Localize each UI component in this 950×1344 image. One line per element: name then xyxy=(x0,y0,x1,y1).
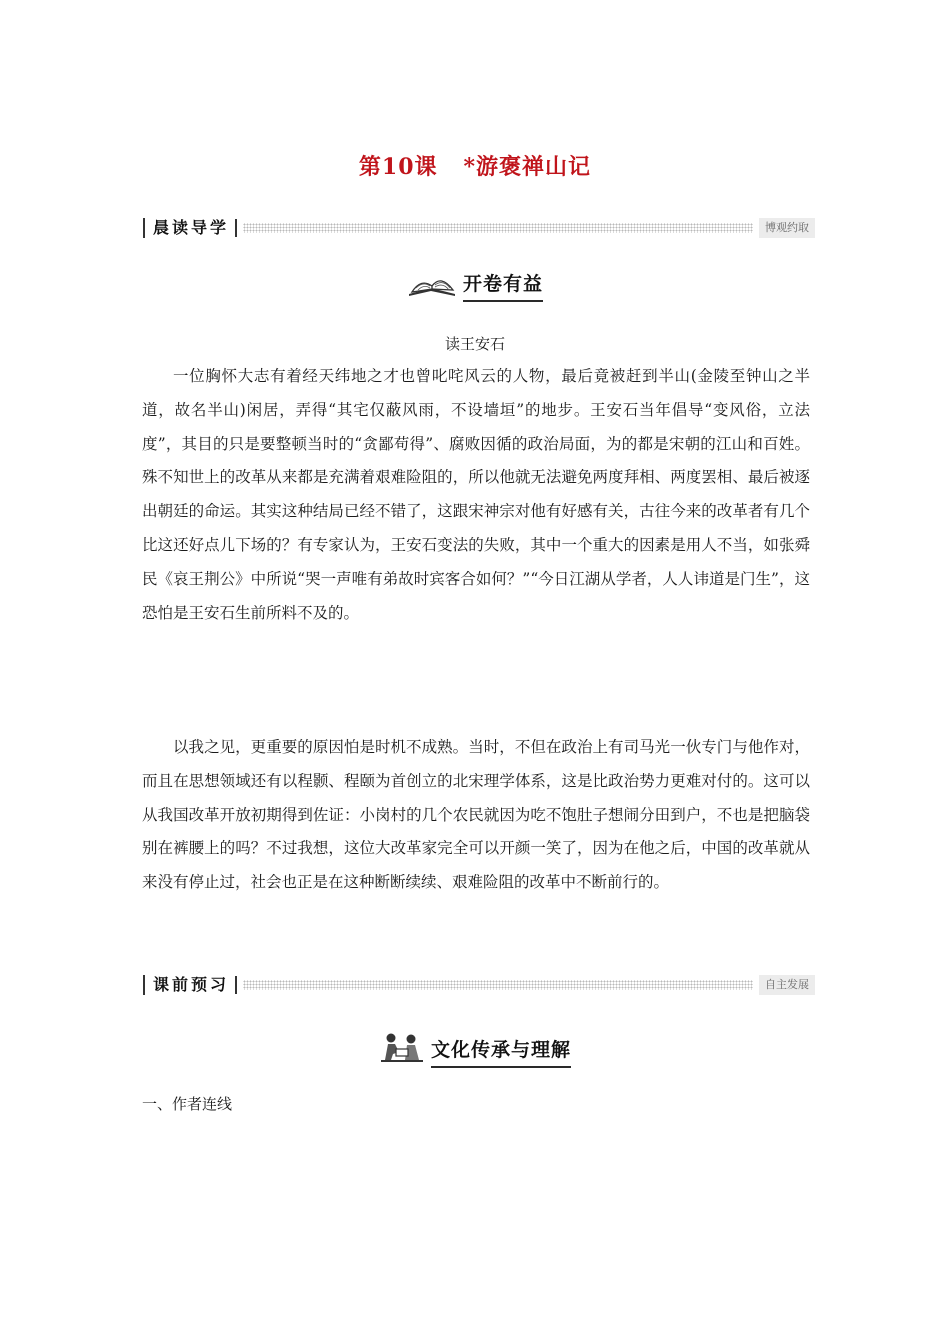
lesson-name: *游褒禅山记 xyxy=(463,154,592,180)
heading-culture xyxy=(0,1030,950,1068)
morning-reading-bar xyxy=(143,218,815,238)
preview-tag: 课前预习 xyxy=(143,975,229,995)
reading-figures-icon xyxy=(379,1030,425,1068)
article-paragraph-1: 一位胸怀大志有着经天纬地之才也曾叱咤风云的人物，最后竟被赶到半山(金陵至钟山之半道，故名半山)闲居，弄得“其宅仅蔽风雨，不设墙垣”的地步。王安石当年倡导“变风俗，立法度”，其目的只是要整顿当时的“贪鄙苟得”、腐败因循的政治局面，为的都是宋朝的江山和百姓。殊不知世上的改革从来都是充满着艰难险阻的，所以他就无法避免两度拜相、两度罢相、最后被逐出朝廷的命运。其实这种结局已经不错了，这跟宋神宗对他有好感有关，古往今来的改革者有几个比这还好点儿下场的？有专家认为，王安石变法的失败，其中一个重大的因素是用人不当，如张舜民《哀王荆公》中所说“哭一声唯有弟故时宾客合如何？”“今日江湖从学者，人人讳道是门生”，这恐怕是王安石生前所料不及的。 xyxy=(142,367,810,622)
morning-reading-subtitle: 博观约取 xyxy=(759,218,815,238)
heading-open-book-text: 开卷有益 xyxy=(463,269,543,302)
section-author-link: 一、作者连线 xyxy=(142,1095,233,1113)
preview-bar xyxy=(143,975,815,995)
article-paragraph-2: 以我之见，更重要的原因怕是时机不成熟。当时，不但在政治上有司马光一伙专门与他作对，而且在思想领域还有以程颢、程颐为首创立的北宋理学体系，这是比政治势力更难对付的。这可以从我国改革开放初期得到佐证：小岗村的几个农民就因为吃不饱肚子想闹分田到户，不也是把脑袋别在裤腰上的吗？不过我想，这位大改革家完全可以开颜一笑了，因为在他之后，中国的改革就从来没有停止过，社会也正是在这种断断续续、艰难险阻的改革中不断前行的。 xyxy=(142,738,810,892)
article-title: 读王安石 xyxy=(444,335,505,353)
heading-open-book xyxy=(0,268,950,302)
heading-culture-text: 文化传承与理解 xyxy=(431,1035,571,1068)
morning-reading-tag: 晨读导学 xyxy=(143,218,229,238)
lesson-number: 第10课 xyxy=(358,154,438,180)
dotted-divider xyxy=(243,223,753,233)
preview-subtitle: 自主发展 xyxy=(759,975,815,995)
lesson-title xyxy=(0,150,950,181)
open-book-icon xyxy=(407,268,457,302)
dotted-divider xyxy=(243,980,753,990)
